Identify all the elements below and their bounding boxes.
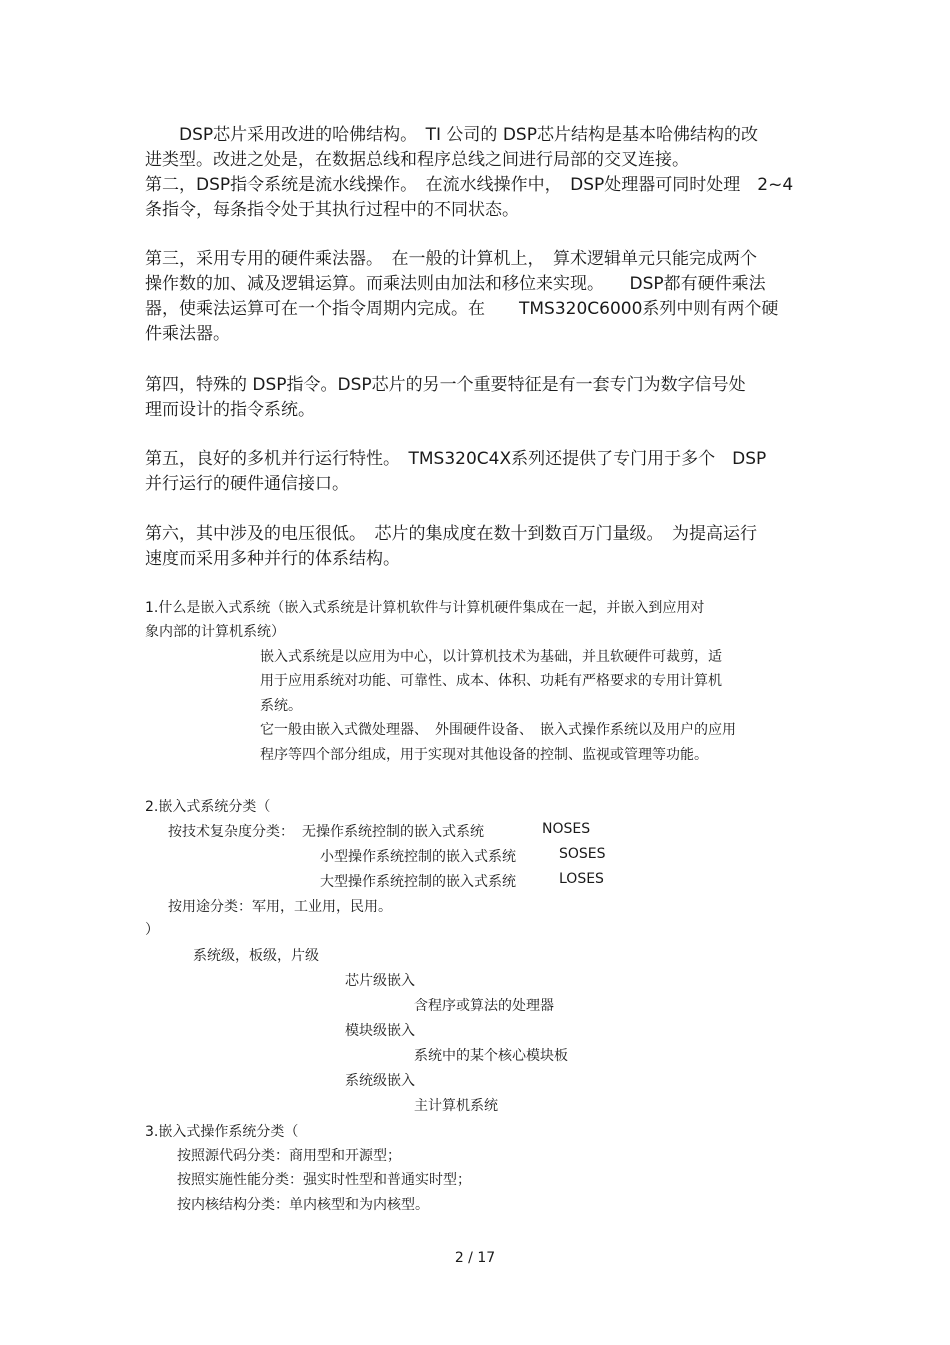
q1-def-line2: 用于应用系统对功能、可靠性、成本、体积、功耗有严格要求的专用计算机 bbox=[260, 673, 722, 689]
q2-complexity-abbr-3: LOSES bbox=[559, 871, 604, 887]
q2-usage: 按用途分类：军用，工业用，民用。 bbox=[168, 899, 392, 915]
q2-complexity-item-3: 大型操作系统控制的嵌入式系统 bbox=[320, 874, 516, 890]
third-line3: 器，使乘法运算可在一个指令周期内完成。在 TMS320C6000系列中则有两个硬 bbox=[145, 299, 779, 319]
dsp-intro-line2: 进类型。改进之处是，在数据总线和程序总线之间进行局部的交叉连接。 bbox=[145, 150, 689, 170]
q2-system-level: 系统级嵌入 bbox=[345, 1073, 415, 1089]
q2-complexity-abbr-1: NOSES bbox=[542, 821, 591, 837]
q2-close-paren: ） bbox=[145, 922, 159, 938]
third-line4: 件乘法器。 bbox=[145, 324, 230, 344]
q2-module-level: 模块级嵌入 bbox=[345, 1023, 415, 1039]
sixth-line1: 第六，其中涉及的电压很低。 芯片的集成度在数十到数百万门量级。 为提高运行 bbox=[145, 524, 757, 544]
q3-item-1: 按照源代码分类：商用型和开源型； bbox=[177, 1148, 401, 1164]
q3-item-2: 按照实施性能分类：强实时性型和普通实时型； bbox=[177, 1172, 471, 1188]
fifth-line2: 并行运行的硬件通信接口。 bbox=[145, 474, 349, 494]
q2-title: 2.嵌入式系统分类（ bbox=[145, 799, 271, 815]
q1-def-line1: 嵌入式系统是以应用为中心，以计算机技术为基础，并且软硬件可裁剪，适 bbox=[260, 649, 722, 665]
q2-chip-desc: 含程序或算法的处理器 bbox=[414, 998, 554, 1014]
q1-title-line1: 1.什么是嵌入式系统（嵌入式系统是计算机软件与计算机硬件集成在一起，并嵌入到应用对 bbox=[145, 600, 705, 616]
sixth-line2: 速度而采用多种并行的体系结构。 bbox=[145, 549, 400, 569]
q2-complexity-label: 按技术复杂度分类： bbox=[168, 824, 294, 840]
q2-system-desc: 主计算机系统 bbox=[414, 1098, 498, 1114]
q2-chip-level: 芯片级嵌入 bbox=[345, 973, 415, 989]
fifth-line1: 第五，良好的多机并行运行特性。 TMS320C4X系列还提供了专门用于多个 DSP bbox=[145, 449, 767, 469]
second-line2: 条指令，每条指令处于其执行过程中的不同状态。 bbox=[145, 200, 519, 220]
q1-comp-line1: 它一般由嵌入式微处理器、 外围硬件设备、 嵌入式操作系统以及用户的应用 bbox=[260, 722, 736, 738]
q2-complexity-abbr-2: SOSES bbox=[559, 846, 606, 862]
q2-module-desc: 系统中的某个核心模块板 bbox=[414, 1048, 568, 1064]
page-number: 2 / 17 bbox=[454, 1250, 496, 1266]
q1-def-line3: 系统。 bbox=[260, 698, 302, 714]
dsp-intro-line1: DSP芯片采用改进的哈佛结构。 TI 公司的 DSP芯片结构是基本哈佛结构的改 bbox=[145, 125, 758, 145]
q2-complexity-item-2: 小型操作系统控制的嵌入式系统 bbox=[320, 849, 516, 865]
q3-title: 3.嵌入式操作系统分类（ bbox=[145, 1124, 299, 1140]
third-line2: 操作数的加、减及逻辑运算。而乘法则由加法和移位来实现。 DSP都有硬件乘法 bbox=[145, 274, 766, 294]
q1-title-line2: 象内部的计算机系统） bbox=[145, 624, 285, 640]
fourth-line2: 理而设计的指令系统。 bbox=[145, 400, 315, 420]
q2-levels: 系统级，板级，片级 bbox=[193, 948, 319, 964]
q1-comp-line2: 程序等四个部分组成，用于实现对其他设备的控制、监视或管理等功能。 bbox=[260, 747, 708, 763]
q3-item-3: 按内核结构分类：单内核型和为内核型。 bbox=[177, 1197, 429, 1213]
second-line1: 第二，DSP指令系统是流水线操作。 在流水线操作中， DSP处理器可同时处理 2~4 bbox=[145, 175, 794, 195]
q2-complexity-item-1: 无操作系统控制的嵌入式系统 bbox=[302, 824, 484, 840]
fourth-line1: 第四，特殊的 DSP指令。DSP芯片的另一个重要特征是有一套专门为数字信号处 bbox=[145, 375, 746, 395]
third-line1: 第三，采用专用的硬件乘法器。 在一般的计算机上， 算术逻辑单元只能完成两个 bbox=[145, 249, 757, 269]
